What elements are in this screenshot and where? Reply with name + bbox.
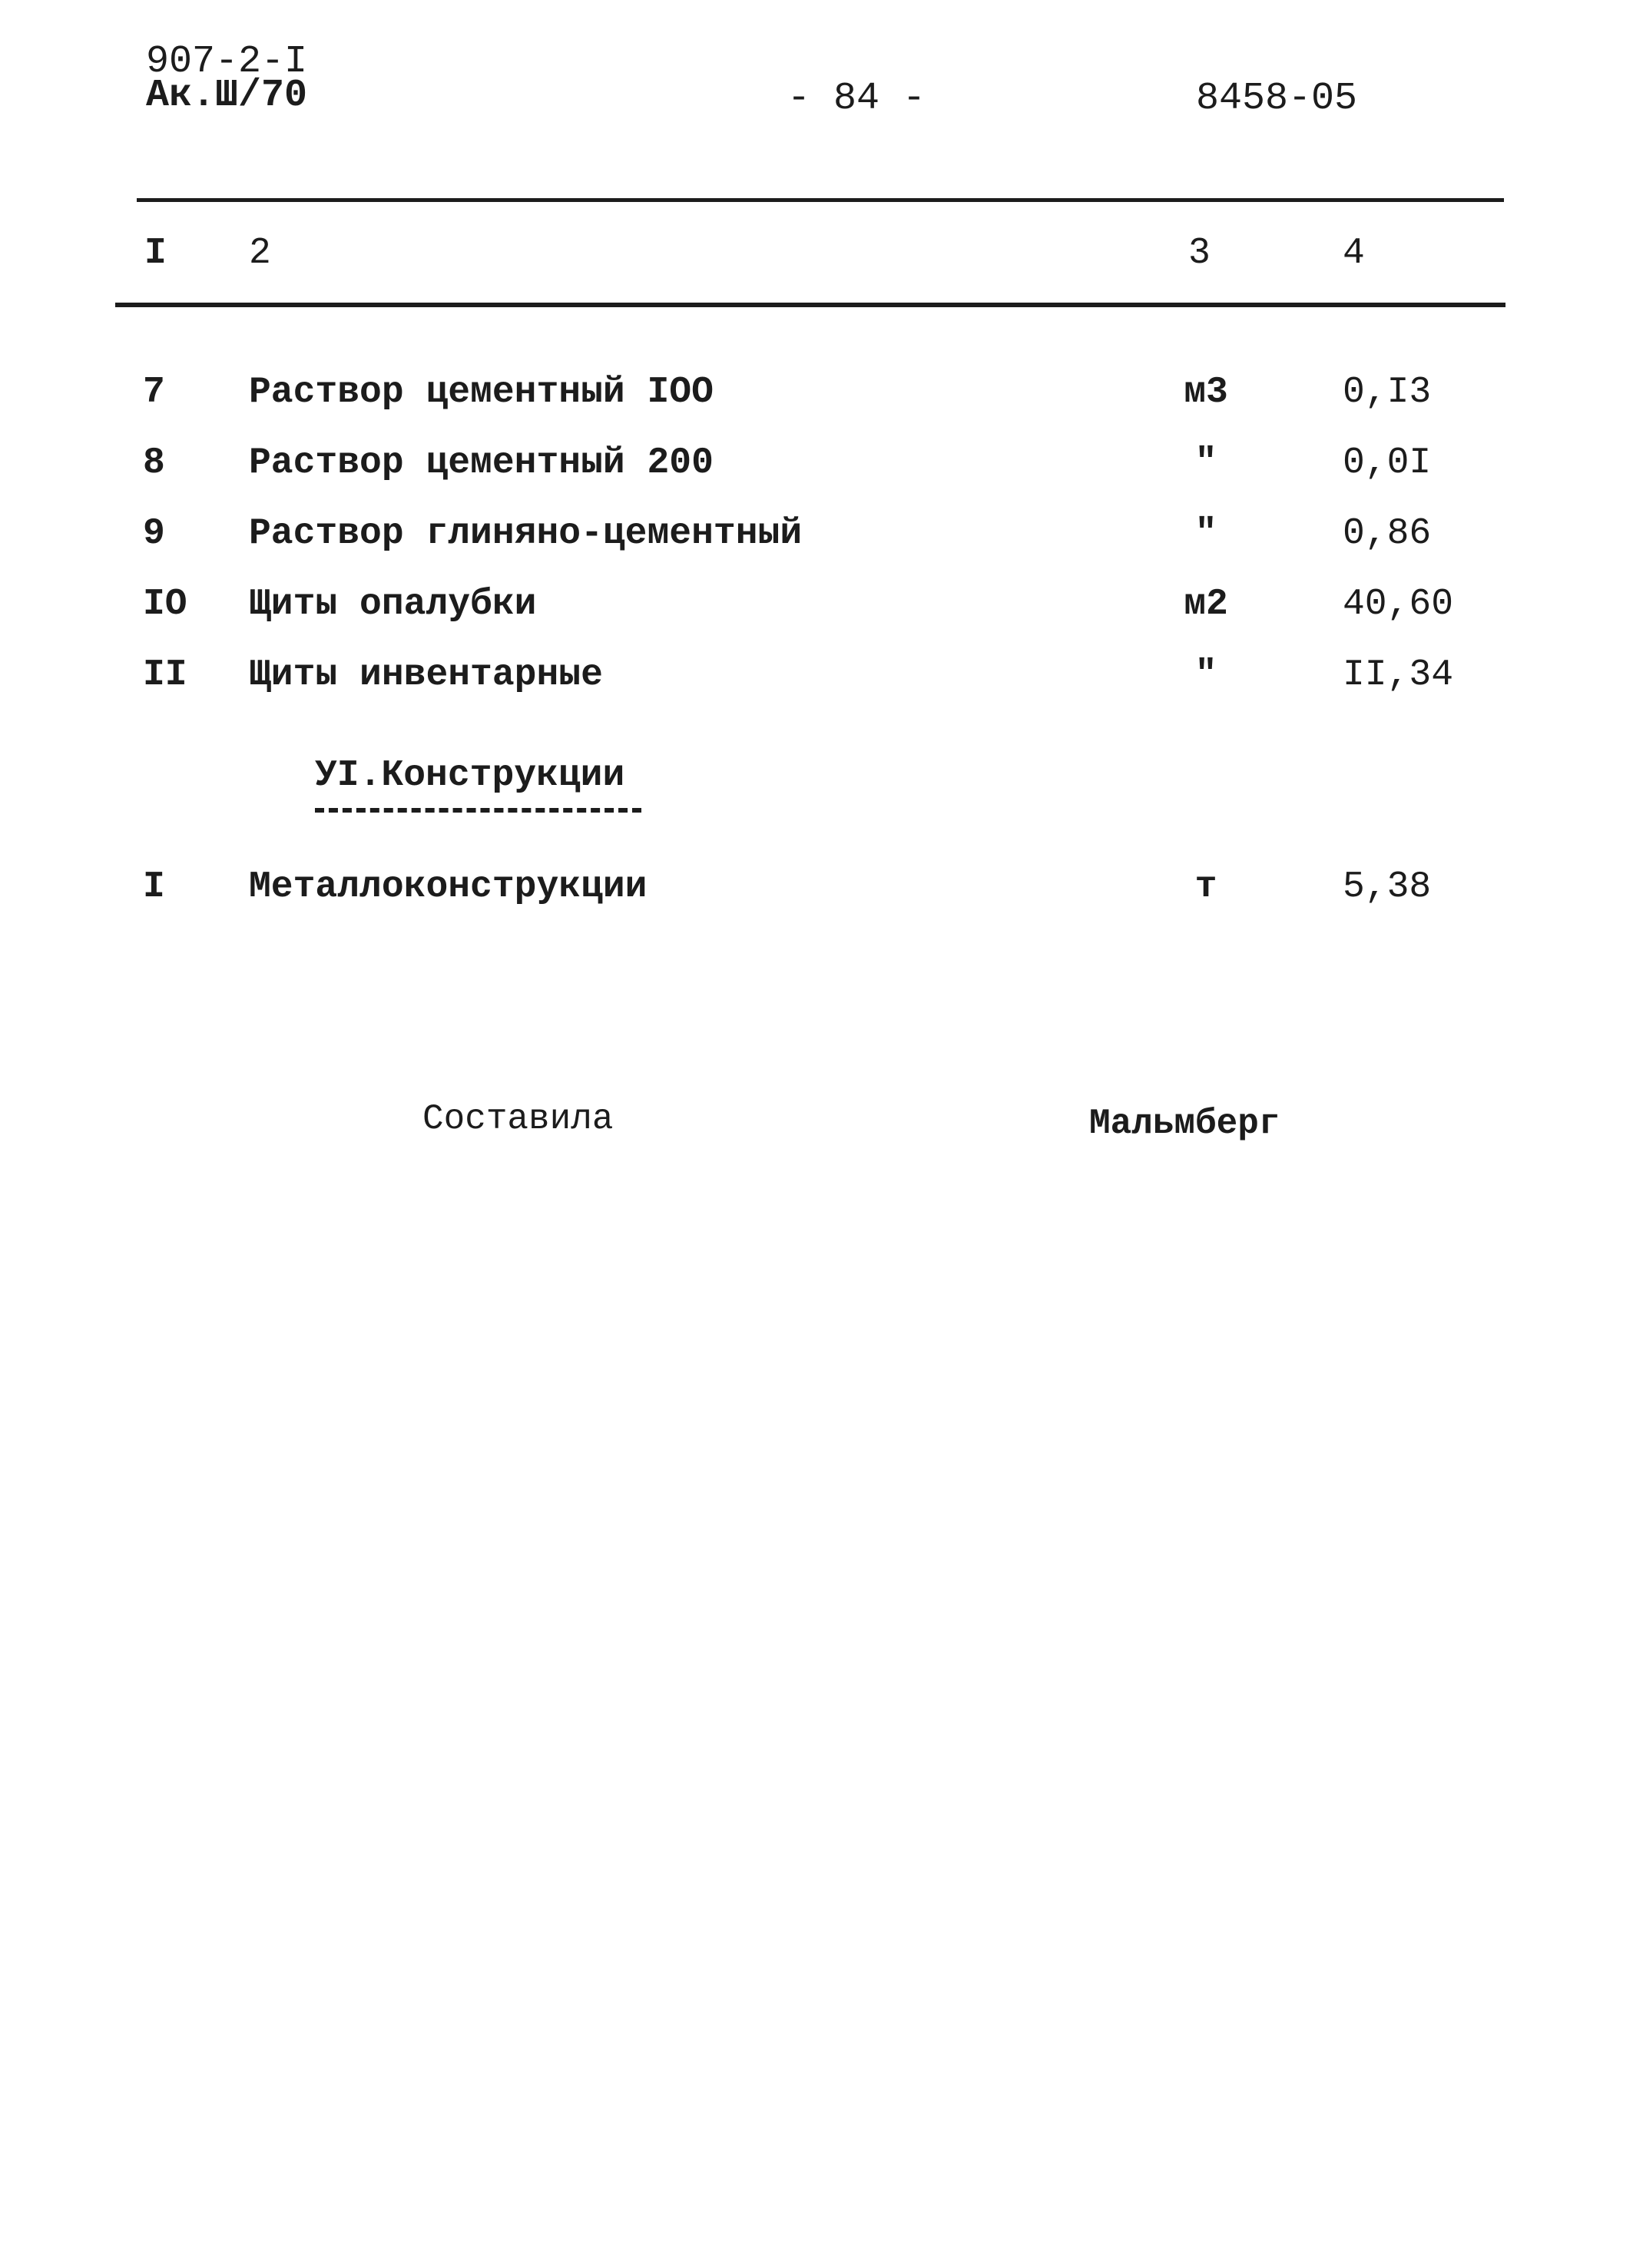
row-number: 7 bbox=[143, 372, 165, 413]
column-header-2: 2 bbox=[249, 233, 271, 274]
album-reference: Ак.Ш/70 bbox=[146, 74, 308, 118]
column-header-3: 3 bbox=[1188, 233, 1211, 274]
table-header-rule bbox=[115, 303, 1505, 307]
compiled-by-label: Составила bbox=[422, 1099, 614, 1139]
row-value: 0,I3 bbox=[1343, 372, 1432, 413]
page-number: - 84 - bbox=[787, 77, 926, 121]
row-unit: " bbox=[1194, 654, 1217, 696]
table-top-rule bbox=[137, 198, 1504, 202]
row-number: I bbox=[143, 866, 165, 908]
document-series: 907-2-I bbox=[146, 40, 308, 84]
row-value: 5,38 bbox=[1343, 866, 1432, 908]
row-value: 40,60 bbox=[1343, 584, 1454, 625]
row-unit: м2 bbox=[1184, 584, 1228, 625]
row-name: Металлоконструкции bbox=[249, 866, 648, 908]
table-row bbox=[0, 584, 1633, 637]
row-name: Раствор глиняно-цементный bbox=[249, 513, 803, 555]
row-number: II bbox=[143, 654, 187, 696]
table-row bbox=[0, 866, 1633, 920]
row-unit: " bbox=[1194, 442, 1217, 484]
row-unit: " bbox=[1194, 513, 1217, 555]
section-title-underline bbox=[315, 808, 641, 813]
compiler-name: Мальмберг bbox=[1089, 1104, 1280, 1144]
row-value: 0,86 bbox=[1343, 513, 1432, 555]
table-row bbox=[0, 654, 1633, 708]
row-name: Щиты опалубки bbox=[249, 584, 537, 625]
column-header-1: I bbox=[144, 233, 167, 274]
table-row bbox=[0, 372, 1633, 425]
row-number: IO bbox=[143, 584, 187, 625]
document-number: 8458-05 bbox=[1196, 77, 1358, 121]
section-title: УI.Конструкции bbox=[315, 755, 625, 796]
row-name: Раствор цементный 200 bbox=[249, 442, 714, 484]
row-number: 9 bbox=[143, 513, 165, 555]
table-row bbox=[0, 513, 1633, 567]
row-name: Щиты инвентарные bbox=[249, 654, 603, 696]
row-value: II,34 bbox=[1343, 654, 1454, 696]
table-row bbox=[0, 442, 1633, 496]
row-unit: т bbox=[1194, 866, 1217, 908]
row-unit: м3 bbox=[1184, 372, 1228, 413]
column-header-4: 4 bbox=[1343, 233, 1365, 274]
row-value: 0,0I bbox=[1343, 442, 1432, 484]
row-number: 8 bbox=[143, 442, 165, 484]
row-name: Раствор цементный IOO bbox=[249, 372, 714, 413]
